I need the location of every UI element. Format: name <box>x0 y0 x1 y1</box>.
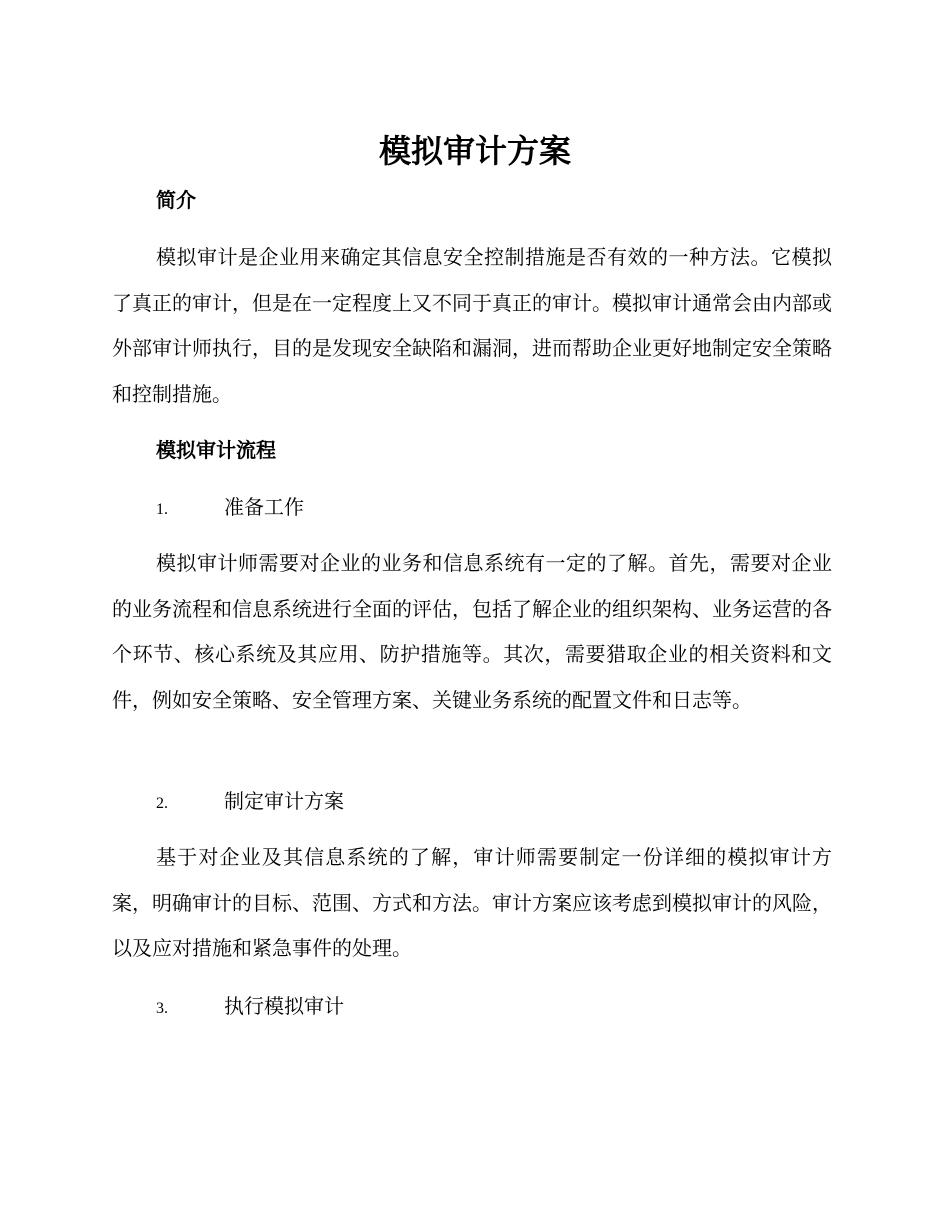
process-heading: 模拟审计流程 <box>156 438 276 462</box>
step-1-paragraph: 模拟审计师需要对企业的业务和信息系统有一定的了解。首先，需要对企业的业务流程和信息系统进行全面的评估，包括了解企业的组织架构、业务运营的各个环节、核心系统及其应用、防护措施等。其次，需要猎取企业的相关资料和文件，例如安全策略、安全管理方案、关键业务系统的配置文件和日志等。 <box>112 551 832 712</box>
list-item-step-2 <box>156 786 344 819</box>
list-item-step-3 <box>156 991 344 1024</box>
intro-paragraph: 模拟审计是企业用来确定其信息安全控制措施是否有效的一种方法。它模拟了真正的审计，但是在一定程度上又不同于真正的审计。模拟审计通常会由内部或外部审计师执行，目的是发现安全缺陷和漏洞，进而帮助企业更好地制定安全策略和控制措施。 <box>112 245 832 406</box>
list-number: 1. <box>156 501 168 518</box>
list-item-title: 制定审计方案 <box>224 789 344 813</box>
list-item-title: 执行模拟审计 <box>224 994 344 1018</box>
list-number: 2. <box>156 795 168 812</box>
list-item-title: 准备工作 <box>224 495 304 519</box>
list-number: 3. <box>156 1000 168 1017</box>
list-item-step-1 <box>156 492 304 525</box>
document-title: 模拟审计方案 <box>378 132 571 170</box>
intro-heading: 简介 <box>156 188 196 212</box>
step-2-paragraph: 基于对企业及其信息系统的了解，审计师需要制定一份详细的模拟审计方案，明确审计的目标、范围、方式和方法。审计方案应该考虑到模拟审计的风险，以及应对措施和紧急事件的处理。 <box>112 845 832 961</box>
